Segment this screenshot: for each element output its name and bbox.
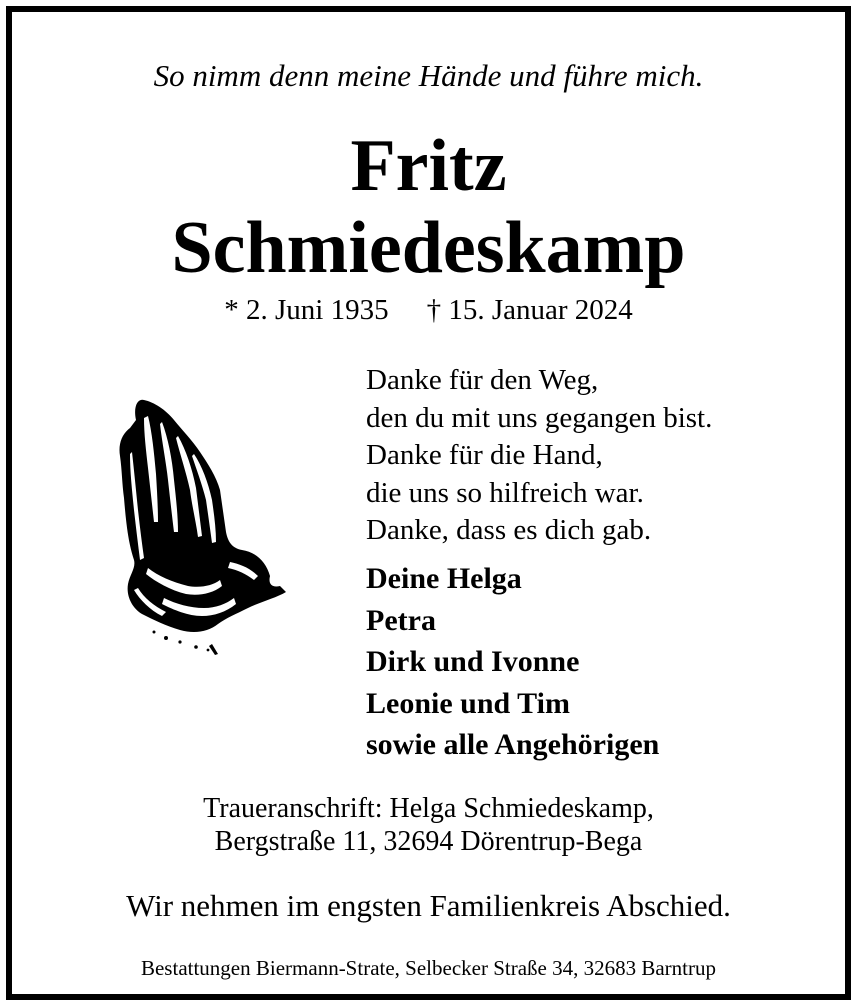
birth-date: * 2. Juni 1935 <box>224 294 389 326</box>
life-dates <box>12 294 845 327</box>
funeral-home: Bestattungen Biermann-Strate, Selbecker Straße 34, 32683 Barntrup <box>140 956 717 980</box>
mourner: Dirk und Ivonne <box>366 645 580 678</box>
mourning-address <box>12 792 845 858</box>
mourner: Deine Helga <box>366 562 522 595</box>
farewell-note: Wir nehmen im engsten Familienkreis Abschied. <box>126 888 731 923</box>
mourner: Petra <box>366 603 436 637</box>
mourner: Leonie und Tim <box>366 686 570 720</box>
first-name: Fritz <box>350 125 507 207</box>
mourner: sowie alle Angehörigen <box>366 728 660 761</box>
address-line-2: Bergstraße 11, 32694 Dörentrup-Bega <box>214 826 643 857</box>
address-line-1: Traueranschrift: Helga Schmiedeskamp, <box>203 793 654 824</box>
poem <box>366 362 712 550</box>
last-name: Schmiedeskamp <box>171 207 686 289</box>
praying-hands-icon <box>108 392 290 657</box>
poem-line: Danke, dass es dich gab. <box>366 514 652 546</box>
obituary-card <box>6 6 851 1000</box>
poem-line: den du mit uns gegangen bist. <box>366 401 713 434</box>
poem-line: Danke für die Hand, <box>366 439 603 471</box>
poem-line: Danke für den Weg, <box>366 364 599 396</box>
mourners-list <box>366 558 659 766</box>
motto: So nimm denn meine Hände und führe mich. <box>153 58 704 93</box>
poem-line: die uns so hilfreich war. <box>366 476 644 509</box>
death-date: † 15. Januar 2024 <box>426 294 633 326</box>
